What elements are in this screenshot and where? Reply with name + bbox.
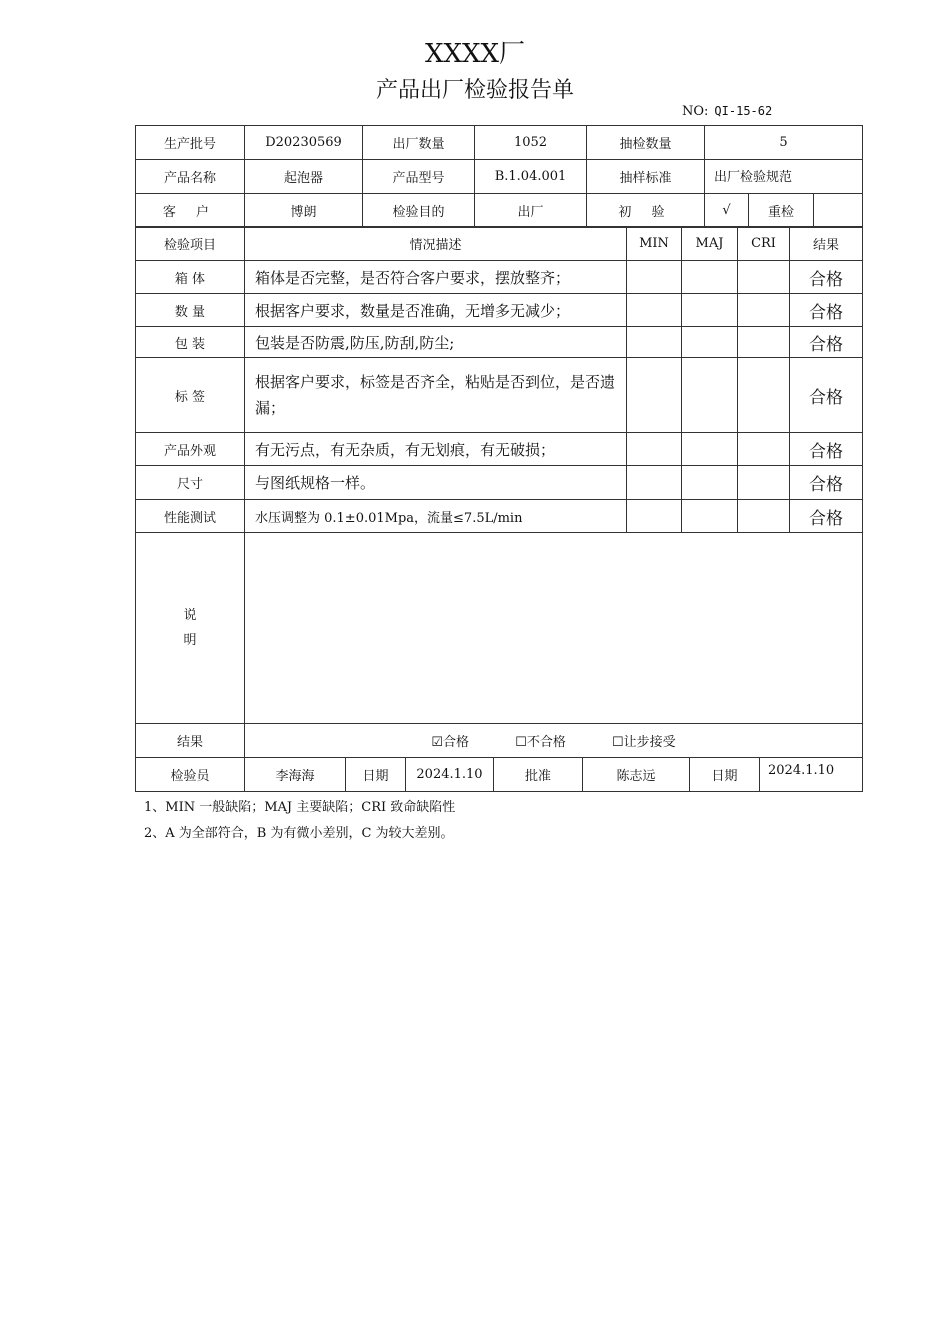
header-cri: CRI: [738, 227, 790, 261]
item-name: 数 量: [136, 294, 245, 327]
remarks-label: [136, 533, 245, 724]
item-name: 性能测试: [136, 500, 245, 533]
signoff-row: [136, 758, 863, 792]
result-option-pass[interactable]: ☑合格: [431, 735, 470, 750]
customer-value: 博朗: [245, 194, 363, 228]
document-number: [682, 104, 772, 119]
date2-label: 日期: [690, 758, 760, 792]
item-maj: [682, 500, 738, 533]
item-name: 产品外观: [136, 433, 245, 466]
batch-value: D20230569: [245, 126, 363, 160]
recheck-mark: [814, 194, 863, 228]
item-maj: [682, 466, 738, 500]
item-desc: 根据客户要求，数量是否准确，无增多无减少；: [245, 294, 627, 327]
inspection-row-packaging: [136, 327, 863, 358]
initial-check-label: 初 验: [587, 194, 705, 228]
remarks-label-line2: 明: [183, 633, 197, 648]
item-min: [627, 261, 682, 294]
item-maj: [682, 327, 738, 358]
initial-check-mark: √: [705, 194, 749, 228]
item-result: 合格: [790, 433, 863, 466]
product-name-value: 起泡器: [245, 160, 363, 194]
purpose-value: 出厂: [475, 194, 587, 228]
inspection-header-row: [136, 227, 863, 261]
factory-name: XXXX厂: [424, 39, 526, 69]
inspector-value: 李海海: [245, 758, 346, 792]
item-cri: [738, 466, 790, 500]
recheck-label: 重检: [749, 194, 814, 228]
purpose-label: 检验目的: [363, 194, 475, 228]
inspection-row-box: [136, 261, 863, 294]
document-number-value: QI-15-62: [714, 104, 773, 118]
sample-qty-value: 5: [705, 126, 863, 160]
item-maj: [682, 358, 738, 433]
header-min: MIN: [627, 227, 682, 261]
result-label: 结果: [136, 724, 245, 758]
remarks-text[interactable]: [245, 533, 863, 724]
footnotes: [144, 795, 455, 847]
item-cri: [738, 327, 790, 358]
result-option-fail[interactable]: ☐不合格: [515, 735, 566, 750]
inspection-row-performance: [136, 500, 863, 533]
inspection-row-quantity: [136, 294, 863, 327]
item-maj: [682, 294, 738, 327]
info-row-batch: [136, 126, 863, 160]
item-desc: 包装是否防震,防压,防刮,防尘;: [245, 327, 627, 358]
inspection-row-appearance: [136, 433, 863, 466]
info-row-customer: [136, 194, 863, 228]
result-options: [245, 724, 863, 758]
model-value: B.1.04.001: [475, 160, 587, 194]
document-number-label: NO:: [682, 104, 709, 119]
item-name: 尺寸: [136, 466, 245, 500]
footnote-1: 1、MIN 一般缺陷；MAJ 主要缺陷；CRI 致命缺陷性: [144, 800, 456, 815]
sample-qty-label: 抽检数量: [587, 126, 705, 160]
item-desc: 与图纸规格一样。: [245, 466, 627, 500]
item-result: 合格: [790, 327, 863, 358]
product-name-label: 产品名称: [136, 160, 245, 194]
header-item: 检验项目: [136, 227, 245, 261]
date-label: 日期: [346, 758, 406, 792]
product-info-table: [135, 125, 863, 228]
item-cri: [738, 500, 790, 533]
item-cri: [738, 294, 790, 327]
date2-value: 2024.1.10: [760, 758, 863, 792]
header-desc: 情况描述: [245, 227, 627, 261]
item-result: 合格: [790, 358, 863, 433]
model-label: 产品型号: [363, 160, 475, 194]
result-signoff-table: [135, 723, 863, 792]
item-min: [627, 358, 682, 433]
remarks-row: [136, 533, 863, 724]
item-result: 合格: [790, 466, 863, 500]
remarks-label-line1: 说: [183, 608, 197, 623]
item-name: 标 签: [136, 358, 245, 433]
sampling-std-value: 出厂检验规范: [705, 160, 863, 194]
item-cri: [738, 433, 790, 466]
item-result: 合格: [790, 261, 863, 294]
ship-qty-value: 1052: [475, 126, 587, 160]
ship-qty-label: 出厂数量: [363, 126, 475, 160]
item-cri: [738, 358, 790, 433]
inspection-row-size: [136, 466, 863, 500]
item-desc: 水压调整为 0.1±0.01Mpa，流量≤7.5L/min: [245, 500, 627, 533]
batch-label: 生产批号: [136, 126, 245, 160]
customer-label: 客 户: [136, 194, 245, 228]
header-maj: MAJ: [682, 227, 738, 261]
item-min: [627, 466, 682, 500]
item-result: 合格: [790, 500, 863, 533]
result-row: [136, 724, 863, 758]
item-min: [627, 294, 682, 327]
item-name: 箱 体: [136, 261, 245, 294]
sampling-std-label: 抽样标准: [587, 160, 705, 194]
inspector-label: 检验员: [136, 758, 245, 792]
form-title: 产品出厂检验报告单: [375, 78, 574, 103]
item-min: [627, 500, 682, 533]
inspection-row-label: [136, 358, 863, 433]
item-maj: [682, 261, 738, 294]
item-desc: 箱体是否完整，是否符合客户要求，摆放整齐；: [245, 261, 627, 294]
item-desc: 有无污点，有无杂质，有无划痕，有无破损；: [245, 433, 627, 466]
result-option-concession[interactable]: ☐让步接受: [611, 735, 676, 750]
approver-value: 陈志远: [583, 758, 690, 792]
approve-label: 批准: [494, 758, 583, 792]
item-min: [627, 433, 682, 466]
info-row-product: [136, 160, 863, 194]
item-result: 合格: [790, 294, 863, 327]
date-value: 2024.1.10: [406, 758, 494, 792]
item-name: 包 装: [136, 327, 245, 358]
item-desc: 根据客户要求，标签是否齐全，粘贴是否到位，是否遗漏；: [245, 358, 627, 433]
footnote-2: 2、A 为全部符合，B 为有微小差别，C 为较大差别。: [144, 826, 454, 841]
header-result: 结果: [790, 227, 863, 261]
inspection-table: [135, 226, 863, 724]
item-min: [627, 327, 682, 358]
item-maj: [682, 433, 738, 466]
item-cri: [738, 261, 790, 294]
